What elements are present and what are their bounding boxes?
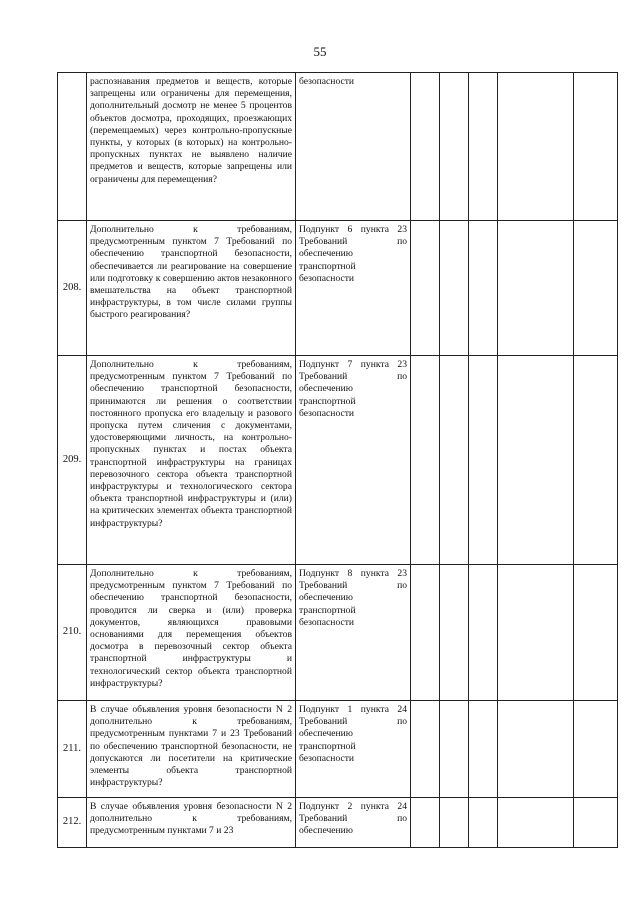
reference-cell: Подпункт 1 пункта 24 Требований по обеспечению транспортной безопасности: [296, 701, 411, 798]
question-cell: В случае объявления уровня безопасности N 2 дополнительно к требованиям, предусмотренным пунктами 7 и 23: [87, 798, 296, 848]
row-number: 209.: [58, 356, 87, 565]
row-number: 210.: [58, 565, 87, 701]
answer-cell: [440, 73, 469, 221]
extra-cell: [574, 221, 618, 356]
table-row: [58, 221, 618, 356]
notes-cell: [498, 565, 574, 701]
table-row: [58, 701, 618, 798]
question-cell: Дополнительно к требованиям, предусмотренным пунктом 7 Требований по обеспечению транспортной безопасности, обеспечивается ли реагирование на совершение или подготовку к совершению актов незаконного вмешательства на объект транспортной инфраструктуры, в том числе силами группы быстрого реагирования?: [87, 221, 296, 356]
question-cell: Дополнительно к требованиям, предусмотренным пунктом 7 Требований по обеспечению транспортной безопасности, проводится ли сверка и (или) проверка документов, являющихся правовыми основаниями для перемещения объектов досмотра в перевозочный сектор объекта транспортной инфраструктуры и технологический сектор объекта транспортной инфраструктуры?: [87, 565, 296, 701]
extra-cell: [574, 356, 618, 565]
answer-cell: [411, 701, 440, 798]
reference-cell: Подпункт 2 пункта 24 Требований по обеспечению: [296, 798, 411, 848]
extra-cell: [574, 73, 618, 221]
notes-cell: [498, 798, 574, 848]
answer-cell: [440, 565, 469, 701]
question-cell: распознавания предметов и веществ, которые запрещены или ограничены для перемещения, дополнительный досмотр не менее 5 процентов объектов досмотра, проходящих, проезжающих (перемещаемых) через контрольно-пропускные пункты, у которых (в которых) на контрольно-пропускных пунктах не выявлено наличие предметов и веществ, которые запрещены или ограничены для перемещения?: [87, 73, 296, 221]
reference-cell: Подпункт 8 пункта 23 Требований по обеспечению транспортной безопасности: [296, 565, 411, 701]
extra-cell: [574, 565, 618, 701]
row-number: 208.: [58, 221, 87, 356]
answer-cell: [469, 798, 498, 848]
extra-cell: [574, 798, 618, 848]
notes-cell: [498, 701, 574, 798]
question-cell: В случае объявления уровня безопасности N 2 дополнительно к требованиям, предусмотренным пунктами 7 и 23 Требований по обеспечению транспортной безопасности, не допускаются ли посетители на критические элементы объекта транспортной инфраструктуры?: [87, 701, 296, 798]
answer-cell: [469, 356, 498, 565]
row-number: 212.: [58, 798, 87, 848]
answer-cell: [469, 73, 498, 221]
reference-cell: безопасности: [296, 73, 411, 221]
answer-cell: [411, 356, 440, 565]
answer-cell: [469, 221, 498, 356]
answer-cell: [440, 701, 469, 798]
answer-cell: [411, 73, 440, 221]
question-cell: Дополнительно к требованиям, предусмотренным пунктом 7 Требований по обеспечению транспортной безопасности, принимаются ли решения о соответствии постоянного пропуска его владельцу и разового пропуска путем сличения с документами, удостоверяющими личность, на контрольно-пропускных пунктах и постах объекта транспортной инфраструктуры на границах перевозочного сектора объекта транспортной инфраструктуры и технологического сектора объекта транспортной инфраструктуры и (или) на критических элементах объекта транспортной инфраструктуры?: [87, 356, 296, 565]
answer-cell: [440, 798, 469, 848]
answer-cell: [411, 565, 440, 701]
answer-cell: [411, 798, 440, 848]
notes-cell: [498, 356, 574, 565]
table-row: [58, 798, 618, 848]
extra-cell: [574, 701, 618, 798]
notes-cell: [498, 73, 574, 221]
answer-cell: [469, 701, 498, 798]
answer-cell: [411, 221, 440, 356]
answer-cell: [469, 565, 498, 701]
answer-cell: [440, 356, 469, 565]
row-number: 211.: [58, 701, 87, 798]
answer-cell: [440, 221, 469, 356]
table-row: [58, 356, 618, 565]
row-number: [58, 73, 87, 221]
notes-cell: [498, 221, 574, 356]
page-number: 55: [313, 44, 327, 59]
table-row: [58, 73, 618, 221]
reference-cell: Подпункт 7 пункта 23 Требований по обеспечению транспортной безопасности: [296, 356, 411, 565]
checklist-table: [57, 72, 618, 848]
table-row: [58, 565, 618, 701]
reference-cell: Подпункт 6 пункта 23 Требований по обеспечению транспортной безопасности: [296, 221, 411, 356]
